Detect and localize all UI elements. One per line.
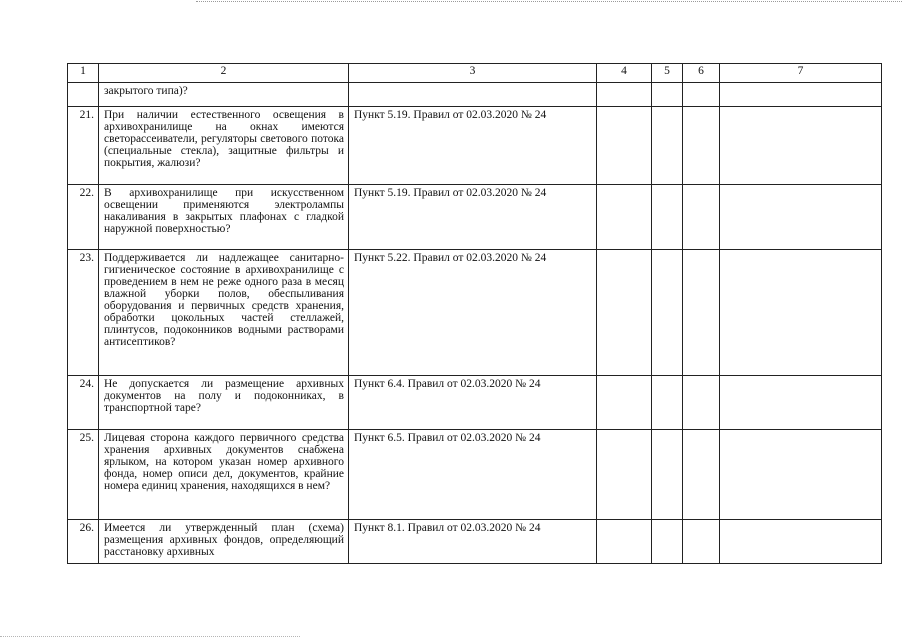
scan-top-edge — [196, 1, 902, 2]
scan-bottom-edge — [0, 636, 300, 637]
table-row — [68, 185, 882, 250]
col-number-2: 2 — [99, 64, 349, 83]
column-number-row — [68, 64, 882, 83]
legal-reference: Пункт 6.4. Правил от 02.03.2020 № 24 — [349, 376, 597, 430]
legal-reference: Пункт 5.19. Правил от 02.03.2020 № 24 — [349, 107, 597, 185]
table-row — [68, 250, 882, 376]
question-text: Лицевая сторона каждого первичного средства хранения архивных документов снабжена ярлыком, на котором указан номер архивного фонда, номер описи дел, документов, крайние номера единиц хранения, находящихся в нем? — [99, 430, 349, 520]
col-number-3: 3 — [349, 64, 597, 83]
row-number: 24. — [68, 376, 99, 430]
question-text: Имеется ли утвержденный план (схема) размещения архивных фондов, определяющий расстановку архивных — [99, 520, 349, 564]
question-text: При наличии естественного освещения в архивохранилище на окнах имеются светорассеиватели, регуляторы светового потока (специальные стекла), защитные фильтры и покрытия, жалюзи? — [99, 107, 349, 185]
col-number-1: 1 — [68, 64, 99, 83]
col-number-7: 7 — [720, 64, 882, 83]
row-number: 21. — [68, 107, 99, 185]
col-number-4: 4 — [597, 64, 652, 83]
row-number: 22. — [68, 185, 99, 250]
legal-reference: Пункт 5.22. Правил от 02.03.2020 № 24 — [349, 250, 597, 376]
col-number-5: 5 — [652, 64, 683, 83]
legal-reference: Пункт 5.19. Правил от 02.03.2020 № 24 — [349, 185, 597, 250]
legal-reference: Пункт 8.1. Правил от 02.03.2020 № 24 — [349, 520, 597, 564]
question-text: В архивохранилище при искусственном освещении применяются электролампы накаливания в закрытых плафонах с гладкой наружной поверхностью? — [99, 185, 349, 250]
legal-reference: Пункт 6.5. Правил от 02.03.2020 № 24 — [349, 430, 597, 520]
row-number: 25. — [68, 430, 99, 520]
table-row — [68, 520, 882, 564]
row-number: 23. — [68, 250, 99, 376]
question-text: Не допускается ли размещение архивных документов на полу и подоконниках, в транспортной таре? — [99, 376, 349, 430]
table-row-continuation — [68, 83, 882, 107]
question-text: закрытого типа)? — [99, 83, 349, 107]
table-row — [68, 107, 882, 185]
row-number: 26. — [68, 520, 99, 564]
table-row — [68, 430, 882, 520]
checklist-table — [67, 63, 882, 564]
table-row — [68, 376, 882, 430]
question-text: Поддерживается ли надлежащее санитарно-гигиеническое состояние в архивохранилище с проведением в нем не реже одного раза в месяц влажной уборки полов, обеспыливания оборудования и первичных средств хранения, обработки цокольных частей стеллажей, плинтусов, подоконников водными растворами антисептиков? — [99, 250, 349, 376]
col-number-6: 6 — [683, 64, 720, 83]
